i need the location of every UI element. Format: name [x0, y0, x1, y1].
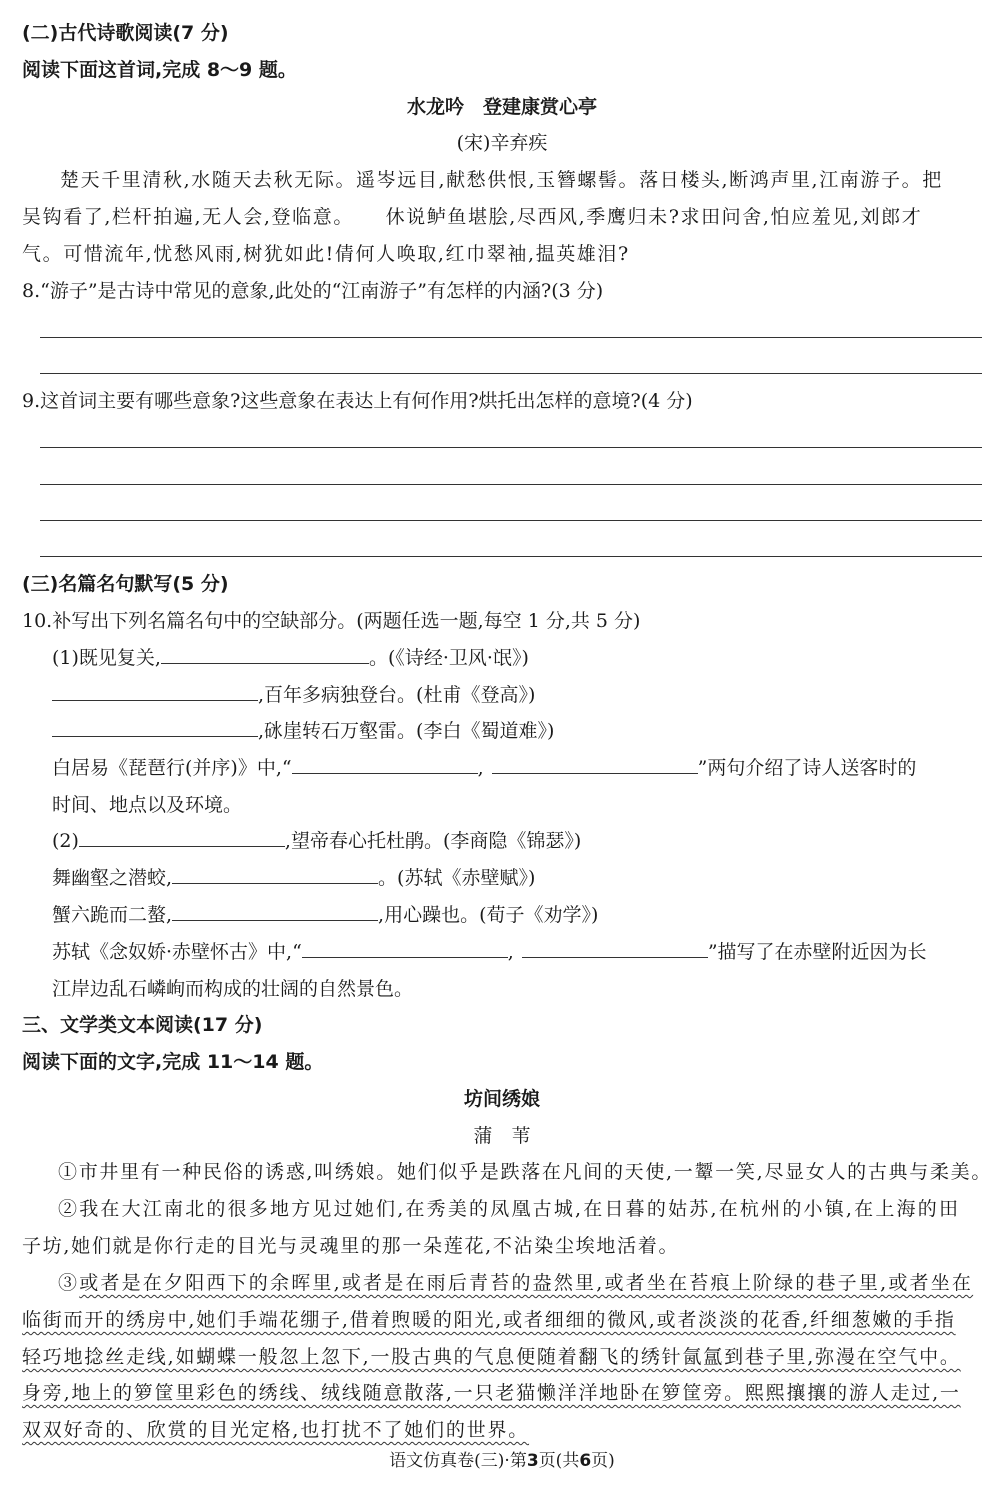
instruction-literary: 阅读下面的文字,完成 11～14 题。 — [22, 1051, 324, 1073]
section-heading-literary: 三、文学类文本阅读(17 分) — [22, 1014, 263, 1036]
fill-line-2: ,百年多病独登台。(杜甫《登高》) — [52, 682, 535, 708]
paragraph-3-line-4: 身旁,地上的箩筐里彩色的绣线、绒线随意散落,一只老猫懒洋洋地卧在箩筐旁。熙熙攘攘的游人走过,一 — [22, 1382, 961, 1404]
fill-line-6: (2) ,望帝春心托杜鹃。(李商隐《锦瑟》) — [52, 830, 582, 852]
poem-author: (宋)辛弃疾 — [456, 132, 548, 154]
article-title: 坊间绣娘 — [463, 1088, 540, 1110]
answer-line[interactable] — [40, 520, 982, 521]
fill-line-10: 江岸边乱石嶙峋而构成的壮阔的自然景色。 — [52, 978, 414, 1000]
blank-field[interactable] — [52, 682, 258, 701]
question-10: 10.补写出下列名篇名句中的空缺部分。(两题任选一题,每空 1 分,共 5 分) — [22, 610, 641, 632]
blank-field[interactable] — [522, 939, 708, 958]
paragraph-1: ①市井里有一种民俗的诱惑,叫绣娘。她们似乎是跌落在凡间的天使,一颦一笑,尽显女人的古典与柔美。 — [58, 1161, 993, 1183]
blank-field[interactable] — [292, 755, 478, 774]
question-9: 9.这首词主要有哪些意象?这些意象在表达上有何作用?烘托出怎样的意境?(4 分) — [22, 390, 693, 412]
answer-line[interactable] — [40, 484, 982, 485]
blank-field[interactable] — [79, 828, 285, 847]
answer-line[interactable] — [40, 337, 982, 338]
page-total: 6 — [579, 1451, 592, 1471]
fill-line-9: 苏轼《念奴娇·赤壁怀古》中,“ , ”描写了在赤壁附近因为长 — [52, 941, 927, 963]
instruction-poetry: 阅读下面这首词,完成 8～9 题。 — [22, 59, 297, 81]
paragraph-3-line-2: 临街而开的绣房中,她们手端花绷子,借着煦暖的阳光,或者细细的微风,或者淡淡的花香,纤细葱嫩的手指 — [22, 1309, 956, 1331]
paragraph-3-line-3: 轻巧地捻丝走线,如蝴蝶一般忽上忽下,一股古典的气息便随着翻飞的绣针氤氲到巷子里,弥漫在空气中。 — [22, 1346, 961, 1368]
fill-line-1: (1)既见复关, 。(《诗经·卫风·氓》) — [52, 647, 529, 669]
page-number: 3 — [526, 1451, 539, 1471]
answer-line[interactable] — [40, 447, 982, 448]
section-heading-poetry: (二)古代诗歌阅读(7 分) — [22, 22, 229, 44]
question-8: 8.“游子”是古诗中常见的意象,此处的“江南游子”有怎样的内涵?(3 分) — [22, 280, 604, 302]
fill-line-8: 蟹六跪而二螯, ,用心躁也。(荀子《劝学》) — [52, 904, 599, 926]
paragraph-3-line-1: ③或者是在夕阳西下的余晖里,或者是在雨后青苔的盎然里,或者坐在苔痕上阶绿的巷子里,或者坐在 — [58, 1272, 974, 1294]
blank-field[interactable] — [302, 939, 508, 958]
blank-field[interactable] — [161, 645, 369, 664]
answer-line[interactable] — [40, 373, 982, 374]
blank-field[interactable] — [172, 865, 378, 884]
poem-line-2: 吴钩看了,栏杆拍遍,无人会,登临意。 休说鲈鱼堪脍,尽西风,季鹰归未?求田问舍,怕应羞见,刘郎才 — [22, 206, 923, 228]
paragraph-3-line-5: 双双好奇的、欣赏的目光定格,也打扰不了她们的世界。 — [22, 1419, 530, 1441]
poem-title: 水龙吟 登建康赏心亭 — [406, 96, 597, 118]
section-heading-memorization: (三)名篇名句默写(5 分) — [22, 573, 229, 595]
poem-line-1: 楚天千里清秋,水随天去秋无际。遥岑远目,献愁供恨,玉簪螺髻。落日楼头,断鸿声里,江南游子。把 — [60, 169, 943, 191]
article-author: 蒲 苇 — [473, 1125, 531, 1147]
paragraph-2-line-1: ②我在大江南北的很多地方见过她们,在秀美的凤凰古城,在日暮的姑苏,在杭州的小镇,在上海的田 — [58, 1198, 961, 1220]
paragraph-2-line-2: 子坊,她们就是你行走的目光与灵魂里的那一朵莲花,不沾染尘埃地活着。 — [22, 1235, 680, 1257]
fill-line-3: ,砯崖转石万壑雷。(李白《蜀道难》) — [52, 718, 554, 744]
answer-line[interactable] — [40, 556, 982, 557]
poem-line-3: 气。可惜流年,忧愁风雨,树犹如此!倩何人唤取,红巾翠袖,揾英雄泪? — [22, 243, 630, 265]
page-footer: 语文仿真卷(三)·第3页(共6页) — [389, 1451, 615, 1471]
fill-line-4: 白居易《琵琶行(并序)》中,“ , ”两句介绍了诗人送客时的 — [52, 757, 917, 779]
fill-line-7: 舞幽壑之潜蛟, 。(苏轼《赤壁赋》) — [52, 867, 536, 889]
blank-field[interactable] — [492, 755, 698, 774]
fill-line-5: 时间、地点以及环境。 — [52, 794, 243, 816]
blank-field[interactable] — [172, 902, 378, 921]
blank-field[interactable] — [52, 718, 258, 737]
